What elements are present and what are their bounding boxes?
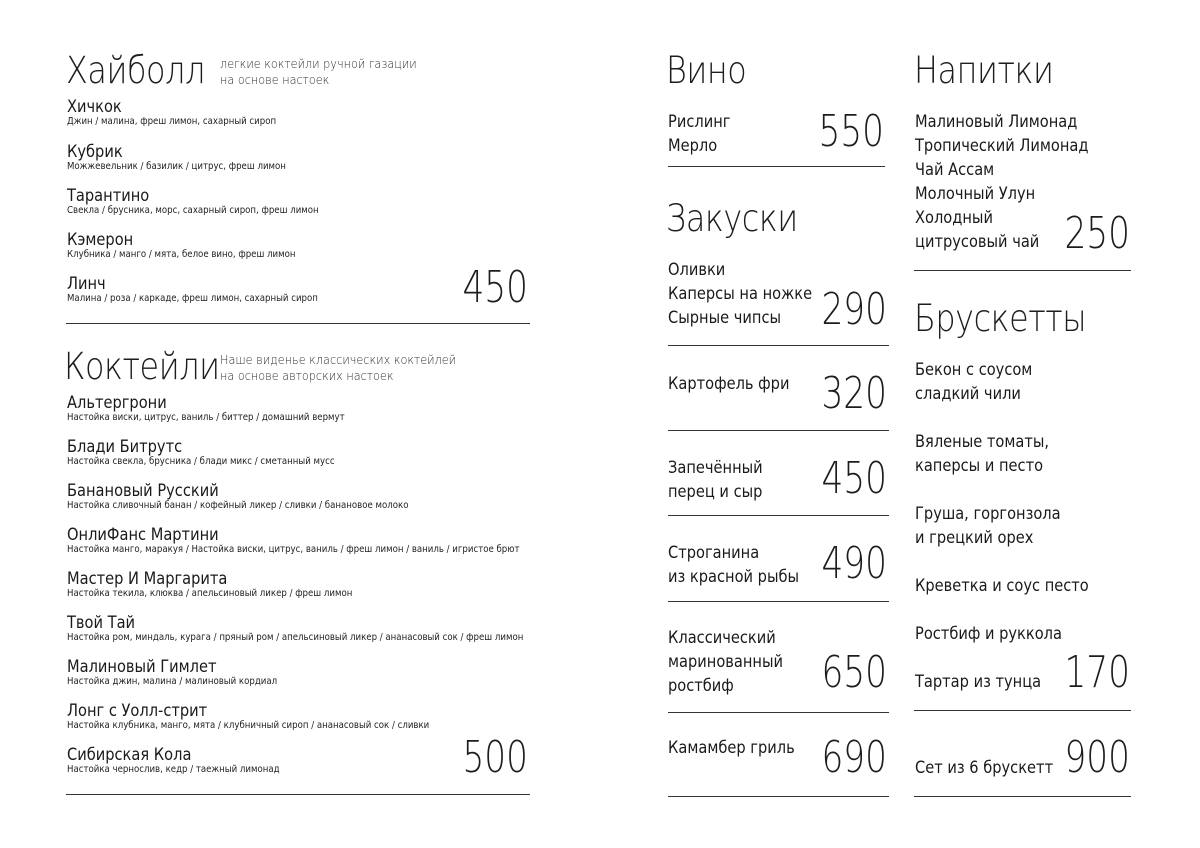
drink-item: Молочный Улун [915,184,1036,204]
item-description: Свекла / брусника, морс, сахарный сироп, фреш лимон [67,205,319,216]
item-description: Настойка клубника, манго, мята / клубничный сироп / ананасовый сок / сливки [67,720,430,731]
item-description: Настойка манго, маракуя / Настойка виски, цитрус, ваниль / фреш лимон / ваниль / игристое брют [67,544,520,555]
divider [914,796,1131,797]
item-description: Настойка виски, цитрус, ваниль / биттер / домашний вермут [67,412,345,423]
bruschetta-item: Бекон с соусом [915,360,1033,380]
snack-item: Сырные чипсы [668,308,782,328]
divider [914,270,1131,271]
item-description: Настойка джин, малина / малиновый кордиал [67,676,278,687]
item-description: Настойка свекла, брусника / блади микс / сметанный мусс [67,456,335,467]
divider [668,430,889,431]
item-name: Кэмерон [67,230,134,250]
snack-item: ростбиф [668,676,734,696]
menu-item [67,438,378,468]
item-description: Настойка сливочный банан / кофейный ликер / сливки / банановое молоко [67,500,409,511]
item-name: Хичкок [67,97,122,117]
snack-item: из красной рыбы [668,567,800,587]
item-name: Альтергрони [67,393,167,413]
snack-price: 450 [821,453,887,504]
bruschetta-set-label: Сет из 6 брускетт [915,758,1054,778]
bruschetta-item: Креветка и соус песто [915,576,1089,596]
item-description: Можжевельник / базилик / цитрус, фреш лимон [67,161,286,172]
divider [66,794,530,795]
item-description: Настойка ром, миндаль, курага / пряный ром / апельсиновый ликер / ананасовый сок / фреш лимон [67,632,524,643]
bruschetta-title: Брускетты [914,297,1087,340]
menu-item [67,570,399,600]
bruschetta-item: Ростбиф и руккола [915,624,1062,644]
divider [668,601,889,602]
menu-item [67,746,314,776]
highball-title: Хайболл [66,49,205,92]
wine-item: Мерло [668,136,718,156]
menu-item [67,658,311,688]
divider [668,712,889,713]
snack-price: 690 [821,732,887,783]
item-description: Малина / роза / каркаде, фреш лимон, сахарный сироп [67,293,318,304]
snack-item: Оливки [668,260,726,280]
menu-item [67,98,310,128]
snack-price: 490 [821,538,887,589]
menu-item [67,275,359,305]
snack-price: 320 [821,368,887,419]
cocktails-subtitle-line-1: Наше виденье классических коктейлей [220,352,457,367]
snack-price: 650 [821,647,887,698]
bruschetta-item: сладкий чили [915,384,1021,404]
bruschetta-set-price: 900 [1064,732,1130,783]
snack-item: Строганина [668,543,760,563]
menu-item [67,187,360,217]
wine-item: Рислинг [668,112,731,132]
bruschetta-item: каперсы и песто [915,456,1044,476]
divider [668,796,889,797]
highball-price: 450 [462,262,528,313]
menu-item [67,482,464,512]
bruschetta-item: Груша, горгонзола [915,504,1061,524]
snack-item: Каперсы на ножке [668,284,813,304]
highball-subtitle-line-1: легкие коктейли ручной газации [220,56,417,71]
divider [914,710,1131,711]
item-description: Настойка текила, клюква / апельсиновый ликер / фреш лимон [67,588,353,599]
snack-price: 290 [821,284,887,335]
cocktails-title: Коктейли [64,345,220,388]
cocktails-subtitle-line-2: на основе авторских настоек [220,368,394,383]
bruschetta-price: 170 [1064,647,1130,698]
drinks-price: 250 [1064,208,1130,259]
menu-item [67,394,390,424]
item-name: Банановый Русский [67,481,219,501]
divider [66,323,530,324]
menu-item [67,231,333,261]
drink-item: Чай Ассам [915,160,995,180]
snack-item: Картофель фри [668,374,790,394]
item-description: Джин / малина, фреш лимон, сахарный сироп [67,116,277,127]
snack-item: маринованный [668,652,784,672]
divider [668,515,889,516]
menu-item [67,702,488,732]
drink-item: Малиновый Лимонад [915,112,1078,132]
menu-item [67,143,322,173]
item-name: Линч [67,274,106,294]
item-description: Клубника / манго / мята, белое вино, фреш лимон [67,249,296,260]
item-name: ОнлиФанс Мартини [67,525,219,545]
snacks-title: Закуски [666,197,798,240]
bruschetta-item: Вяленые томаты, [915,432,1050,452]
bruschetta-item: и грецкий орех [915,528,1034,548]
snack-item: Запечённый [668,458,763,478]
item-name: Твой Тай [67,613,136,633]
item-name: Лонг с Уолл-стрит [67,701,208,721]
wine-title: Вино [666,49,747,92]
divider [668,166,885,167]
drink-item: цитрусовый чай [915,232,1040,252]
item-name: Кубрик [67,142,123,162]
drink-item: Холодный [915,208,993,228]
highball-subtitle-line-2: на основе настоек [220,72,330,87]
menu-item [67,614,598,644]
item-name: Блади Битрутс [67,437,183,457]
item-description: Настойка чернослив, кедр / таежный лимонад [67,764,280,775]
snack-item: перец и сыр [668,482,763,502]
item-name: Тарантино [67,186,150,206]
cocktails-price: 500 [462,732,528,783]
bruschetta-item: Тартар из тунца [915,672,1042,692]
item-name: Сибирская Кола [67,745,192,765]
snack-item: Камамбер гриль [668,738,795,758]
drink-item: Тропический Лимонад [915,136,1089,156]
snack-item: Классический [668,628,776,648]
wine-price: 550 [818,106,884,157]
drinks-title: Напитки [914,49,1054,92]
item-name: Мастер И Маргарита [67,569,228,589]
menu-item [67,526,593,556]
divider [668,345,889,346]
item-name: Малиновый Гимлет [67,657,217,677]
